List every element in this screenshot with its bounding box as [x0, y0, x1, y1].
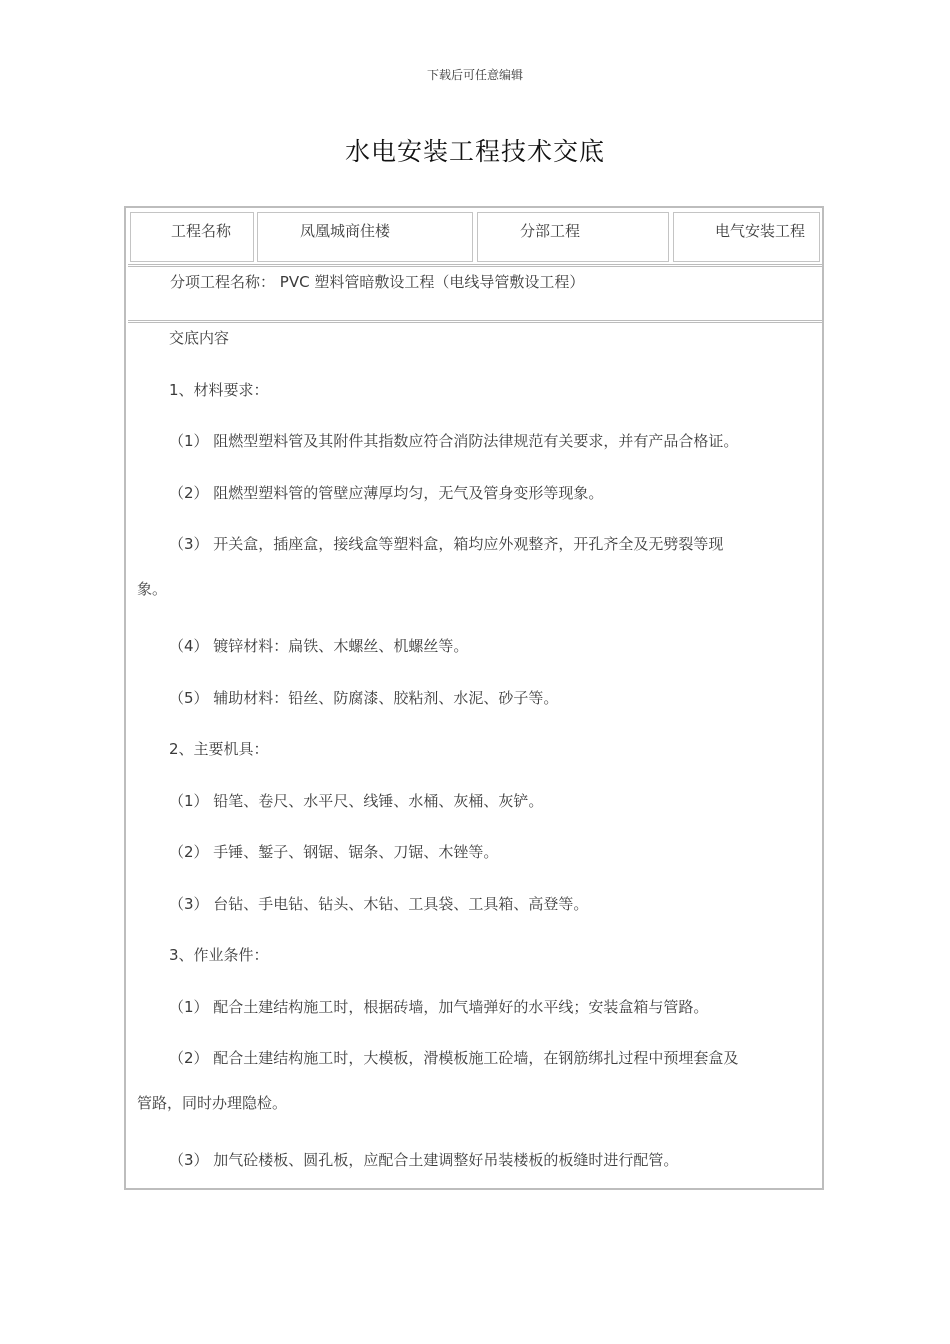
project-name-label: 工程名称 — [171, 222, 232, 240]
list-item: （1） 阻燃型塑料管及其附件其指数应符合消防法律规范有关要求，并有产品合格证。 — [169, 432, 739, 450]
list-item: （4） 镀锌材料：扁铁、木螺丝、机螺丝等。 — [169, 637, 469, 655]
content-heading: 交底内容 — [169, 329, 230, 347]
section-heading: 2、主要机具： — [169, 740, 269, 758]
subitem-row — [170, 271, 584, 292]
row-divider — [128, 264, 822, 267]
division-label-cell — [477, 212, 669, 262]
list-item: （1） 配合土建结构施工时，根据砖墙，加气墙弹好的水平线；安装盒箱与管路。 — [169, 997, 709, 1016]
list-item: （2） 阻燃型塑料管的管壁应薄厚均匀，无气及管身变形等现象。 — [169, 483, 604, 502]
header-note: 下载后可任意编辑 — [426, 68, 523, 82]
division-value-cell — [673, 212, 820, 262]
division-value: 电气安装工程 — [715, 222, 806, 240]
division-label: 分部工程 — [520, 222, 581, 240]
list-item: （3） 台钻、手电钻、钻头、木钻、工具袋、工具箱、高登等。 — [169, 894, 589, 913]
row-divider — [128, 320, 822, 323]
list-item: （2） 配合土建结构施工时，大模板，滑模板施工砼墙，在钢筋绑扎过程中预埋套盒及 — [169, 1049, 739, 1067]
project-name-value: 凤凰城商住楼 — [300, 222, 391, 240]
list-item-continuation: 管路，同时办理隐检。 — [137, 1094, 288, 1112]
subitem-name: 分项工程名称： PVC 塑料管暗敷设工程（电线导管敷设工程） — [170, 273, 585, 291]
list-item: （3） 加气砼楼板、圆孔板，应配合土建调整好吊装楼板的板缝时进行配管。 — [169, 1151, 679, 1169]
list-item: （1） 铅笔、卷尺、水平尺、线锤、水桶、灰桶、灰铲。 — [169, 791, 544, 810]
list-item: （3） 开关盒，插座盒，接线盒等塑料盒，箱均应外观整齐，开孔齐全及无劈裂等现 — [169, 535, 724, 553]
section-heading: 3、作业条件： — [169, 946, 269, 964]
list-item-continuation: 象。 — [137, 580, 168, 598]
document-title: 水电安装工程技术交底 — [344, 137, 605, 166]
list-item: （5） 辅助材料：铅丝、防腐漆、胶粘剂、水泥、砂子等。 — [169, 688, 559, 707]
list-item: （2） 手锤、錾子、钢锯、锯条、刀锯、木锉等。 — [169, 843, 499, 861]
project-name-value-cell — [257, 212, 473, 262]
section-heading: 1、材料要求： — [169, 380, 269, 399]
disclosure-content — [137, 326, 817, 1200]
project-name-label-cell — [130, 212, 254, 262]
